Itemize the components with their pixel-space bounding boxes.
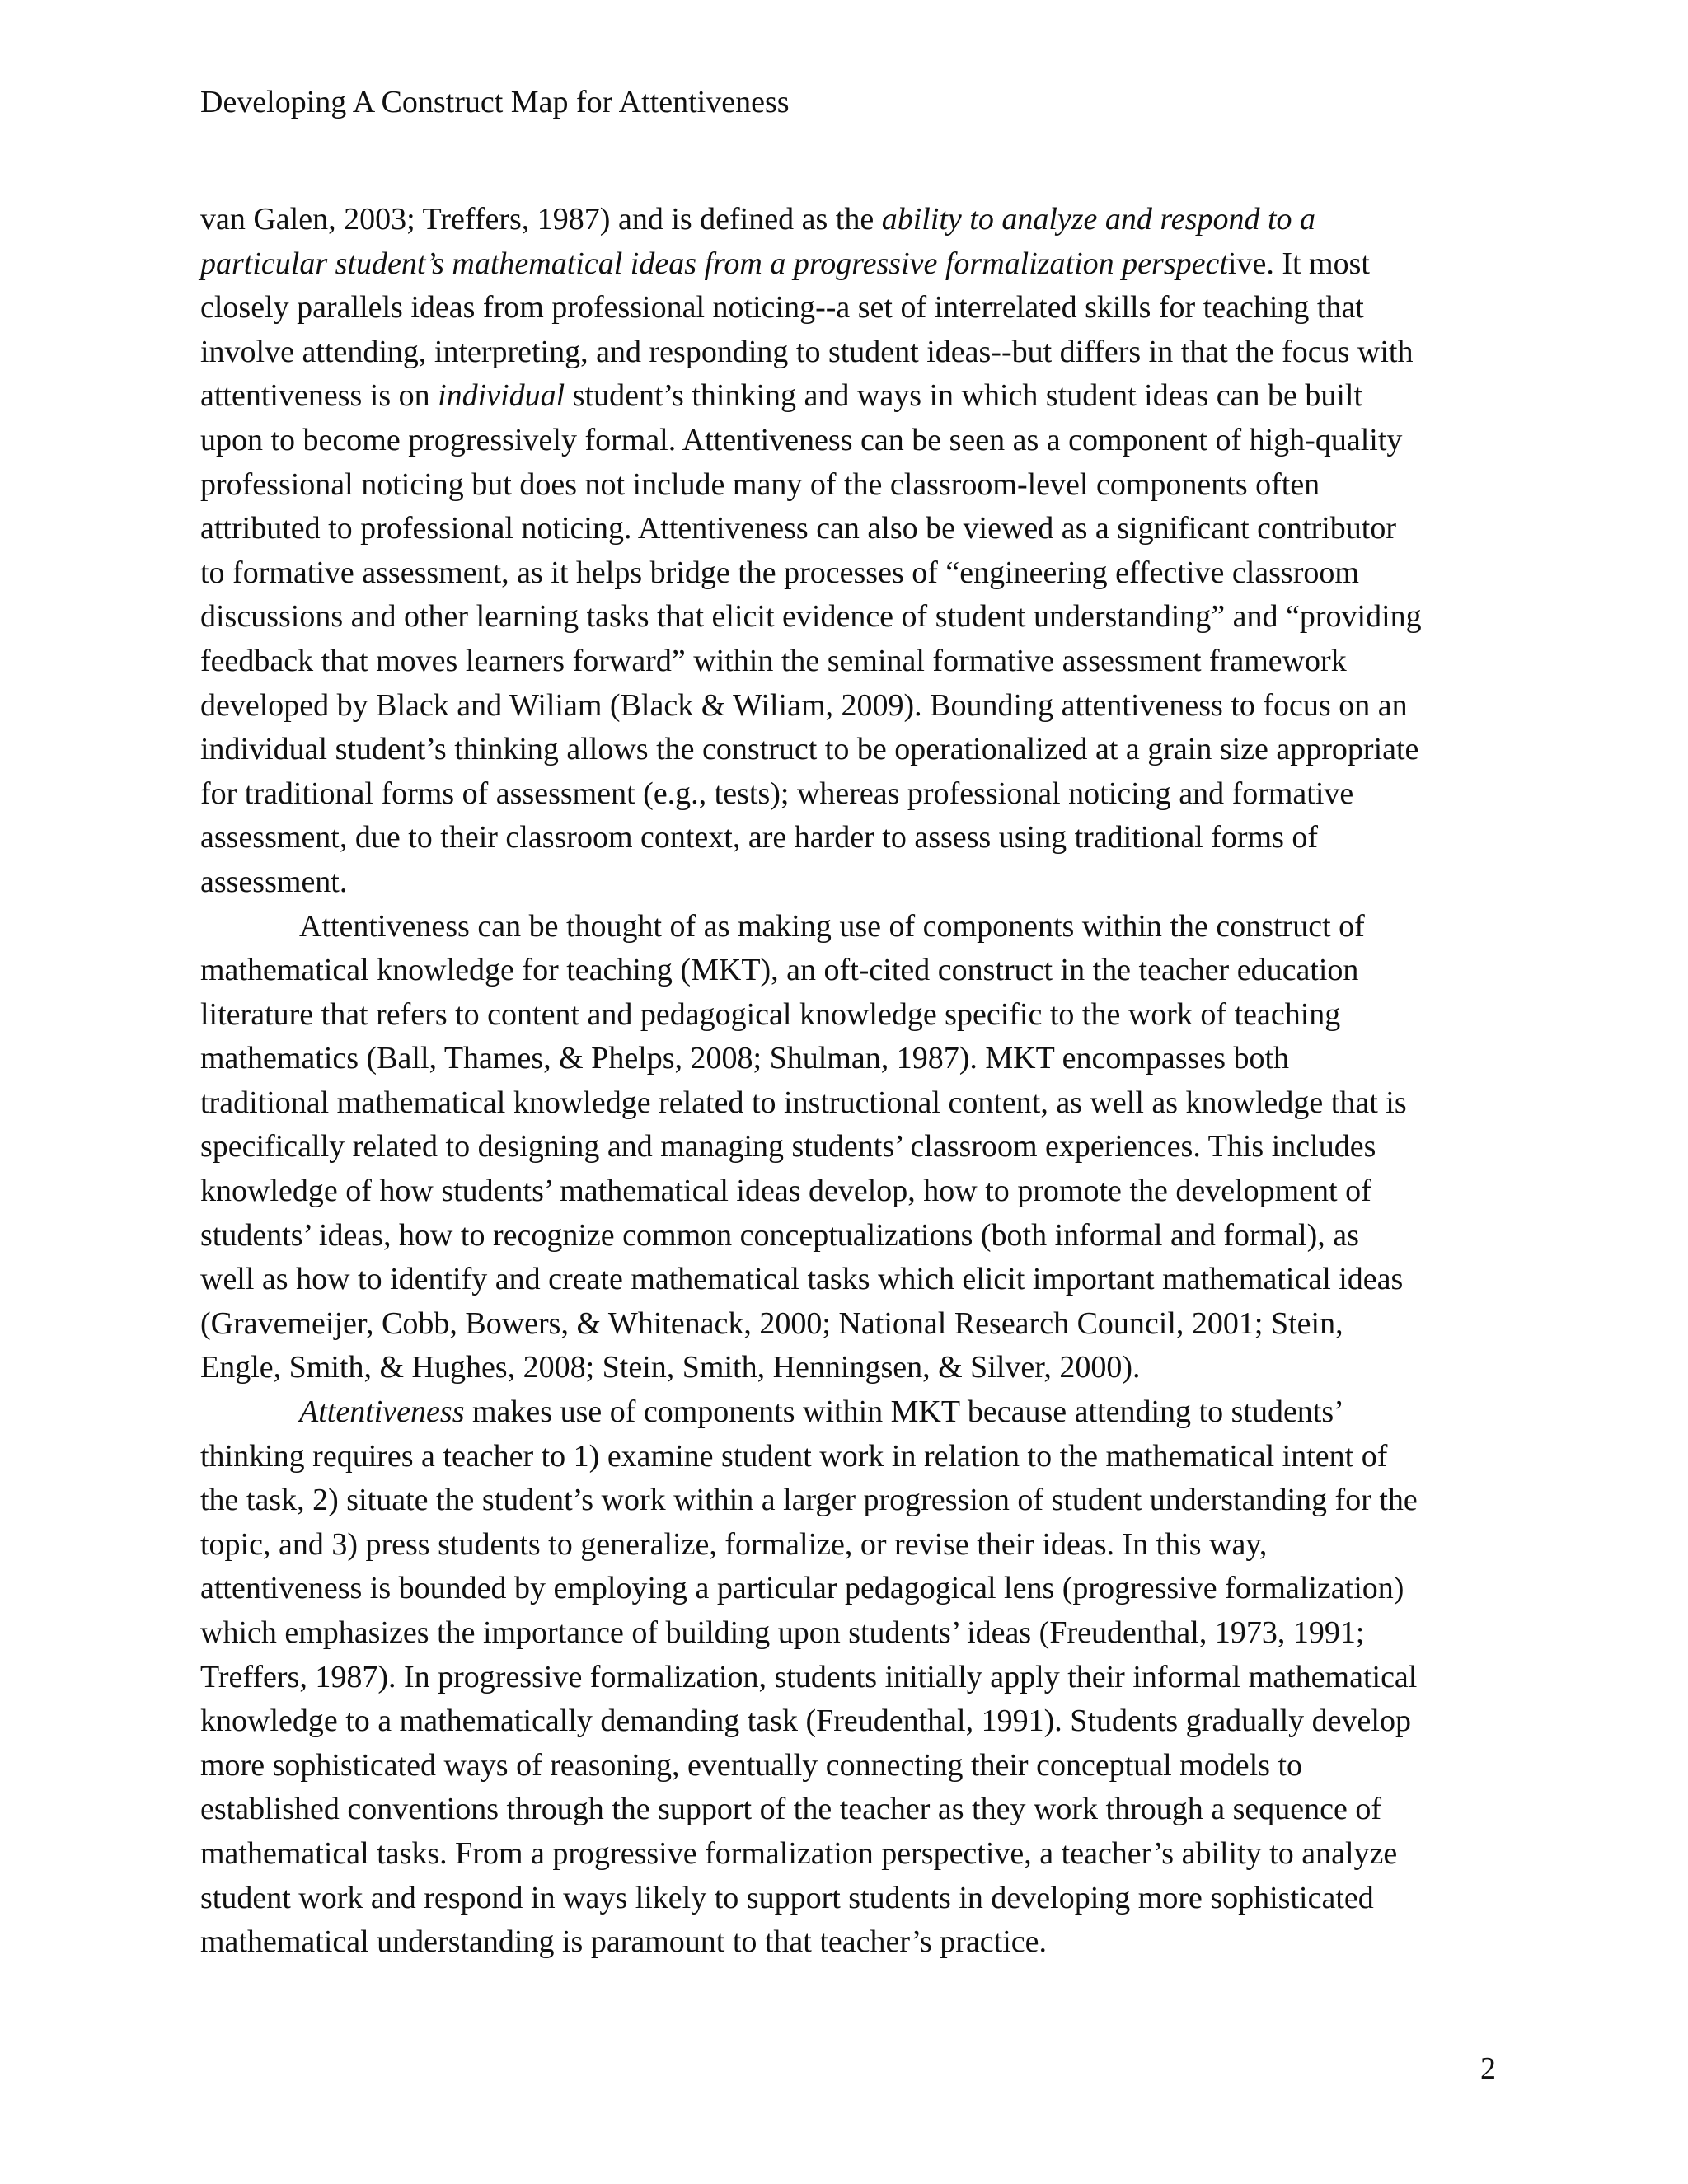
text-line xyxy=(200,1699,1503,1744)
text-run: mathematics (Ball, Thames, & Phelps, 2008; Shulman, 1987). MKT encompasses both xyxy=(200,1041,1290,1076)
text-run: literature that refers to content and pedagogical knowledge specific to the work of teaching xyxy=(200,996,1341,1032)
running-head: Developing A Construct Map for Attentiveness xyxy=(200,85,790,120)
italic-text: Attentiveness xyxy=(299,1394,465,1430)
text-line xyxy=(200,816,1503,860)
text-line xyxy=(200,1169,1503,1214)
text-line xyxy=(200,198,1503,242)
text-line xyxy=(200,1479,1503,1523)
text-run: the task, 2) situate the student’s work within a larger progression of student understanding for the xyxy=(200,1483,1418,1518)
page-number: 2 xyxy=(1480,2051,1496,2086)
text-line xyxy=(200,330,1503,375)
text-line xyxy=(200,1037,1503,1081)
text-line xyxy=(200,242,1503,287)
text-run: for traditional forms of assessment (e.g., tests); whereas professional noticing and formative xyxy=(200,776,1354,811)
text-run: students’ ideas, how to recognize common conceptualizations (both informal and formal), as xyxy=(200,1217,1359,1253)
text-run: upon to become progressively formal. Attentiveness can be seen as a component of high-quality xyxy=(200,422,1403,457)
text-line xyxy=(200,1567,1503,1611)
text-line xyxy=(200,905,1503,949)
text-line xyxy=(200,684,1503,729)
text-line xyxy=(200,1611,1503,1656)
text-line xyxy=(200,374,1503,419)
text-run: attributed to professional noticing. Attentiveness can also be viewed as a significant contributor xyxy=(200,511,1397,546)
text-run: established conventions through the support of the teacher as they work through a sequence of xyxy=(200,1792,1382,1827)
text-run: Engle, Smith, & Hughes, 2008; Stein, Smith, Henningsen, & Silver, 2000). xyxy=(200,1350,1141,1385)
text-line xyxy=(200,860,1503,905)
paragraph xyxy=(200,905,1503,1391)
text-run: assessment. xyxy=(200,864,348,899)
text-run: Attentiveness can be thought of as making use of components within the construct of xyxy=(299,908,1365,944)
text-run: ive. It most xyxy=(1227,246,1370,281)
text-run: involve attending, interpreting, and responding to student ideas--but differs in that the focus with xyxy=(200,334,1414,369)
text-line xyxy=(200,1656,1503,1700)
body-text xyxy=(200,198,1503,1965)
text-line xyxy=(200,772,1503,817)
text-run: topic, and 3) press students to generalize, formalize, or revise their ideas. In this way, xyxy=(200,1526,1268,1562)
text-run: individual student’s thinking allows the construct to be operationalized at a grain size appropriate xyxy=(200,732,1419,767)
text-run: more sophisticated ways of reasoning, eventually connecting their conceptual models to xyxy=(200,1747,1302,1783)
text-run: to formative assessment, as it helps bridge the processes of “engineering effective classroom xyxy=(200,555,1359,590)
text-run: mathematical knowledge for teaching (MKT), an oft-cited construct in the teacher education xyxy=(200,953,1359,988)
text-line xyxy=(200,1081,1503,1126)
text-line xyxy=(200,1390,1503,1435)
text-line xyxy=(200,286,1503,330)
text-line xyxy=(200,993,1503,1038)
text-line xyxy=(200,1523,1503,1568)
text-run: thinking requires a teacher to 1) examine student work in relation to the mathematical intent of xyxy=(200,1438,1388,1474)
text-line xyxy=(200,1832,1503,1877)
text-run: attentiveness is on xyxy=(200,378,438,414)
text-run: traditional mathematical knowledge related to instructional content, as well as knowledge that is xyxy=(200,1085,1407,1120)
text-run: student’s thinking and ways in which student ideas can be built xyxy=(565,378,1363,414)
text-line xyxy=(200,595,1503,640)
text-line xyxy=(200,551,1503,596)
text-run: professional noticing but does not include many of the classroom-level components often xyxy=(200,466,1320,502)
paragraph xyxy=(200,198,1503,905)
text-line xyxy=(200,1125,1503,1169)
text-run: specifically related to designing and managing students’ classroom experiences. This includes xyxy=(200,1129,1376,1165)
text-run: (Gravemeijer, Cobb, Bowers, & Whitenack, 2000; National Research Council, 2001; Stein, xyxy=(200,1305,1343,1341)
text-line xyxy=(200,1744,1503,1788)
text-line xyxy=(200,1920,1503,1965)
text-line xyxy=(200,1788,1503,1832)
text-line xyxy=(200,1258,1503,1302)
paragraph xyxy=(200,1390,1503,1965)
text-run: developed by Black and Wiliam (Black & Wiliam, 2009). Bounding attentiveness to focus on an xyxy=(200,687,1408,723)
text-line xyxy=(200,640,1503,684)
text-run: feedback that moves learners forward” within the seminal formative assessment framework xyxy=(200,643,1347,678)
text-line xyxy=(200,728,1503,772)
italic-text: individual xyxy=(438,378,565,414)
text-line xyxy=(200,1435,1503,1479)
text-run: knowledge to a mathematically demanding task (Freudenthal, 1991). Students gradually develop xyxy=(200,1704,1411,1739)
text-run: mathematical understanding is paramount to that teacher’s practice. xyxy=(200,1924,1048,1960)
text-run: which emphasizes the importance of building upon students’ ideas (Freudenthal, 1973, 1991; xyxy=(200,1615,1365,1650)
text-line xyxy=(200,1302,1503,1347)
text-line xyxy=(200,507,1503,551)
text-run: makes use of components within MKT because attending to students’ xyxy=(464,1394,1344,1430)
text-line xyxy=(200,419,1503,463)
text-run: mathematical tasks. From a progressive formalization perspective, a teacher’s ability to analyze xyxy=(200,1835,1398,1871)
text-line xyxy=(200,949,1503,993)
text-run: attentiveness is bounded by employing a particular pedagogical lens (progressive formalization) xyxy=(200,1571,1404,1606)
italic-text: particular student’s mathematical ideas from a progressive formalization perspect xyxy=(200,246,1228,281)
text-line xyxy=(200,1214,1503,1258)
text-run: knowledge of how students’ mathematical ideas develop, how to promote the development of xyxy=(200,1174,1372,1209)
text-line xyxy=(200,1346,1503,1390)
italic-text: ability to analyze and respond to a xyxy=(881,202,1316,237)
text-line xyxy=(200,1877,1503,1921)
text-run: Treffers, 1987). In progressive formalization, students initially apply their informal mathematical xyxy=(200,1659,1418,1694)
text-run: student work and respond in ways likely to support students in developing more sophisticated xyxy=(200,1880,1374,1915)
text-run: assessment, due to their classroom context, are harder to assess using traditional forms of xyxy=(200,820,1319,855)
text-run: discussions and other learning tasks that elicit evidence of student understanding” and “providing xyxy=(200,599,1422,635)
text-line xyxy=(200,463,1503,508)
text-run: van Galen, 2003; Treffers, 1987) and is defined as the xyxy=(200,202,882,237)
text-run: closely parallels ideas from professional noticing--a set of interrelated skills for teaching that xyxy=(200,290,1364,326)
text-run: well as how to identify and create mathematical tasks which elicit important mathematical ideas xyxy=(200,1262,1404,1297)
